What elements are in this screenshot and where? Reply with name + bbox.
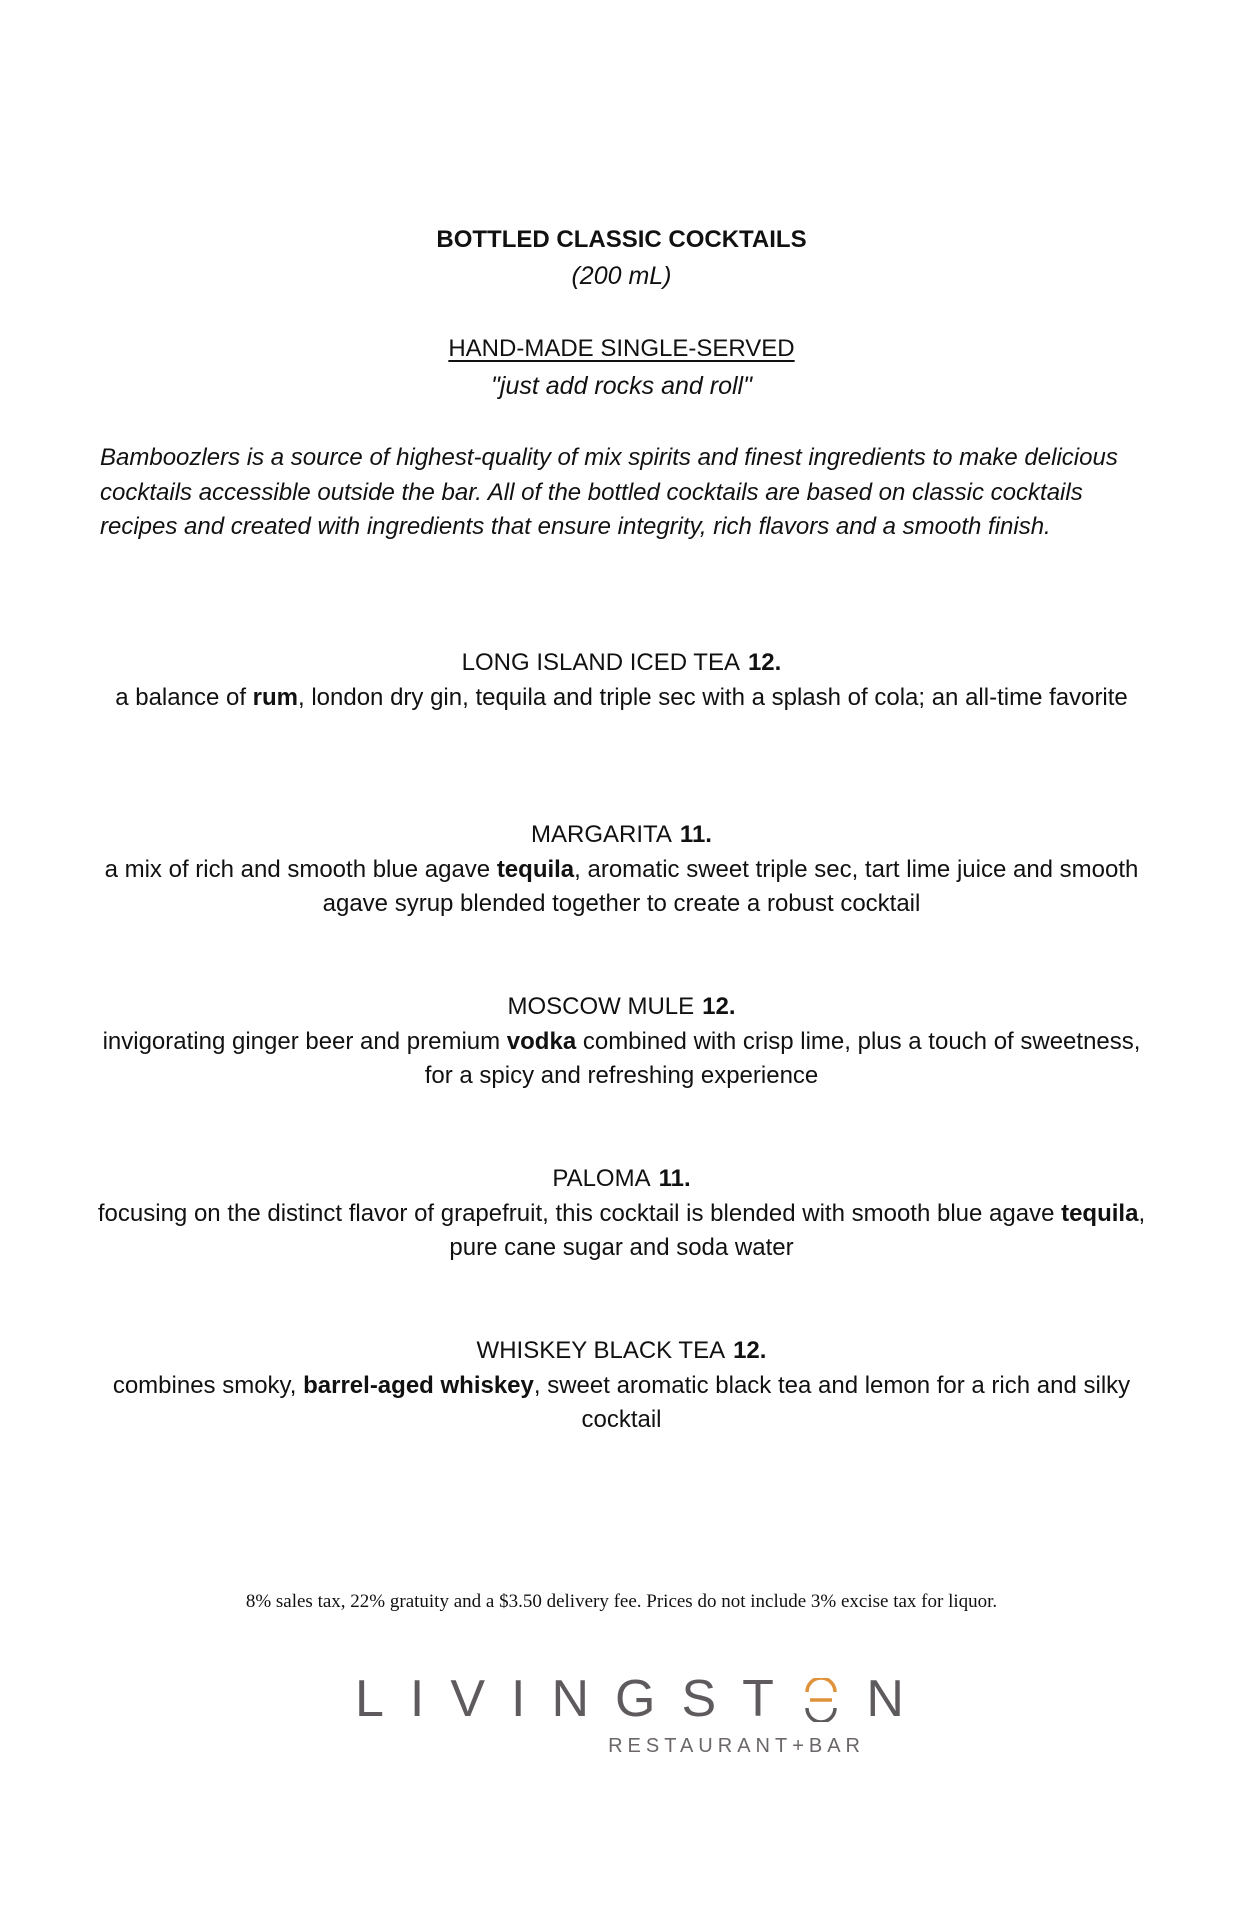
desc-text: invigorating ginger beer and premium	[102, 1027, 507, 1055]
menu-subtitle	[0, 333, 1243, 365]
menu-item	[95, 646, 1148, 715]
logo-o-icon	[803, 1678, 839, 1722]
menu-item-name: PALOMA	[552, 1165, 651, 1192]
tax-footnote: 8% sales tax, 22% gratuity and a $3.50 delivery fee. Prices do not include 3% excise tax for liquor.	[245, 1591, 998, 1612]
menu-item-description	[95, 1369, 1148, 1438]
restaurant-logo	[355, 1670, 930, 1770]
menu-item	[95, 1334, 1148, 1438]
menu-item-price: 11.	[658, 1165, 691, 1192]
logo-wordmark-part: LIVINGST	[355, 1670, 800, 1728]
desc-text: focusing on the distinct flavor of grapefruit, this cocktail is blended with smooth blue agave	[97, 1199, 1062, 1227]
desc-spirit: tequila	[1061, 1199, 1139, 1227]
menu-item-price: 12.	[747, 649, 782, 676]
desc-spirit: barrel-aged whiskey	[303, 1371, 534, 1399]
menu-item-description	[95, 853, 1148, 922]
menu-item-description	[95, 1197, 1148, 1266]
menu-volume: (200 mL)	[571, 262, 672, 290]
desc-text: a mix of rich and smooth blue agave	[104, 855, 497, 883]
logo-o-letter	[800, 1670, 866, 1728]
logo-wordmark-part: N	[866, 1670, 930, 1728]
menu-item-title	[95, 646, 1148, 681]
desc-text: , aromatic sweet triple sec, tart lime juice and smooth agave syrup blended together to create a robust cocktail	[322, 855, 1139, 917]
menu-item	[95, 990, 1148, 1094]
menu-item-price: 12.	[733, 1337, 767, 1364]
desc-text: , london dry gin, tequila and triple sec with a splash of cola; an all-time favorite	[298, 683, 1128, 711]
desc-text: , pure cane sugar and soda water	[449, 1199, 1146, 1261]
menu-title: BOTTLED CLASSIC COCKTAILS	[436, 226, 807, 253]
menu-item-title	[95, 1162, 1148, 1197]
desc-text: , sweet aromatic black tea and lemon for a rich and silky cocktail	[533, 1371, 1131, 1433]
menu-item-description	[95, 1025, 1148, 1094]
menu-item-name: MOSCOW MULE	[507, 993, 695, 1020]
menu-item-title	[95, 818, 1148, 853]
menu-item-description	[95, 681, 1148, 716]
menu-item	[95, 818, 1148, 922]
menu-item-name: MARGARITA	[531, 821, 672, 848]
desc-text: combines smoky,	[112, 1371, 304, 1399]
menu-item-name: LONG ISLAND ICED TEA	[461, 649, 740, 676]
menu-item-name: WHISKEY BLACK TEA	[476, 1337, 726, 1364]
logo-subtitle: RESTAURANT+BAR	[608, 1735, 865, 1757]
desc-spirit: tequila	[496, 855, 575, 883]
menu-item-title	[95, 1334, 1148, 1369]
desc-spirit: vodka	[506, 1027, 577, 1055]
desc-text: combined with crisp lime, plus a touch of sweetness, for a spicy and refreshing experience	[424, 1027, 1141, 1089]
menu-tagline: "just add rocks and roll"	[491, 372, 752, 400]
menu-subtitle-text: HAND-MADE SINGLE-SERVED	[448, 335, 795, 362]
menu-item-price: 12.	[702, 993, 736, 1020]
logo-wordmark	[355, 1670, 930, 1728]
menu-item	[95, 1162, 1148, 1266]
intro-paragraph: Bamboozlers is a source of highest-quality of mix spirits and finest ingredients to make delicious cocktails accessible outside the bar. All of the bottled cocktails are based on classic cocktails recipes and created with ingredients that ensure integrity, rich flavors and a smooth finish.	[100, 444, 1118, 540]
desc-spirit: rum	[252, 683, 298, 711]
desc-text: a balance of	[115, 683, 253, 711]
menu-item-price: 11.	[679, 821, 712, 848]
menu-item-title	[95, 990, 1148, 1025]
